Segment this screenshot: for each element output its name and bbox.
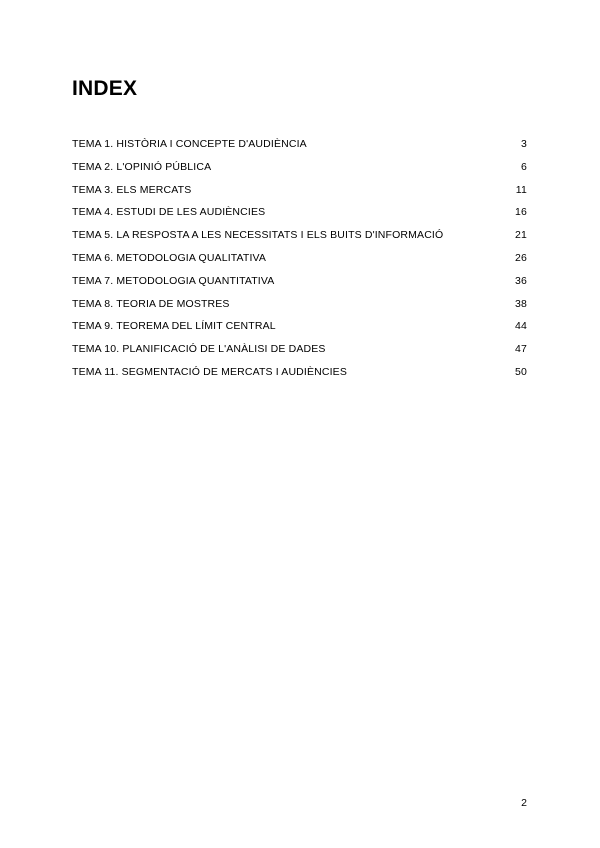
- toc-entry-title: TEMA 3. ELS MERCATS: [72, 183, 192, 196]
- toc-entry-title: TEMA 10. PLANIFICACIÓ DE L'ANÀLISI DE DADES: [72, 343, 326, 356]
- toc-entry-title: TEMA 8. TEORIA DE MOSTRES: [72, 297, 230, 310]
- toc-entry-page: 38: [515, 297, 527, 310]
- toc-entry[interactable]: [72, 320, 527, 343]
- toc-entry[interactable]: [72, 252, 527, 275]
- toc-entry-title: TEMA 7. METODOLOGIA QUANTITATIVA: [72, 274, 275, 287]
- toc-entry-page: 3: [521, 138, 527, 150]
- toc-entry[interactable]: [72, 138, 527, 161]
- toc-entry-title: TEMA 11. SEGMENTACIÓ DE MERCATS I AUDIÈNCIES: [72, 365, 347, 378]
- toc-entry-page: 11: [515, 183, 527, 196]
- toc-entry[interactable]: [72, 275, 527, 298]
- toc-entry[interactable]: [72, 343, 527, 366]
- toc-entry-page: 36: [515, 274, 527, 287]
- toc-entry-page: 16: [515, 206, 527, 219]
- toc-entry-page: 26: [515, 251, 527, 264]
- toc-entry-title: TEMA 1. HISTÒRIA I CONCEPTE D'AUDIÈNCIA: [72, 138, 307, 150]
- toc-entry-page: 6: [521, 160, 527, 173]
- toc-entry-title: TEMA 2. L'OPINIÓ PÚBLICA: [72, 160, 212, 173]
- toc-entry[interactable]: [72, 366, 527, 389]
- toc-entry[interactable]: [72, 184, 527, 207]
- toc-entry-page: 50: [515, 365, 527, 378]
- toc-entry-title: TEMA 6. METODOLOGIA QUALITATIVA: [72, 251, 267, 264]
- toc-entry[interactable]: [72, 298, 527, 321]
- toc-entry[interactable]: [72, 161, 527, 184]
- toc-entry-page: 47: [515, 343, 527, 356]
- toc-entry-page: 21: [515, 229, 527, 242]
- page-title: INDEX: [72, 77, 138, 100]
- toc-entry-title: TEMA 4. ESTUDI DE LES AUDIÈNCIES: [72, 206, 266, 219]
- page-number: 2: [521, 797, 527, 809]
- toc-entry[interactable]: [72, 229, 527, 252]
- table-of-contents: [72, 138, 527, 389]
- toc-entry[interactable]: [72, 206, 527, 229]
- toc-entry-page: 44: [515, 320, 527, 333]
- toc-entry-title: TEMA 9. TEOREMA DEL LÍMIT CENTRAL: [72, 320, 276, 333]
- toc-entry-title: TEMA 5. LA RESPOSTA A LES NECESSITATS I ELS BUITS D'INFORMACIÓ: [72, 229, 444, 242]
